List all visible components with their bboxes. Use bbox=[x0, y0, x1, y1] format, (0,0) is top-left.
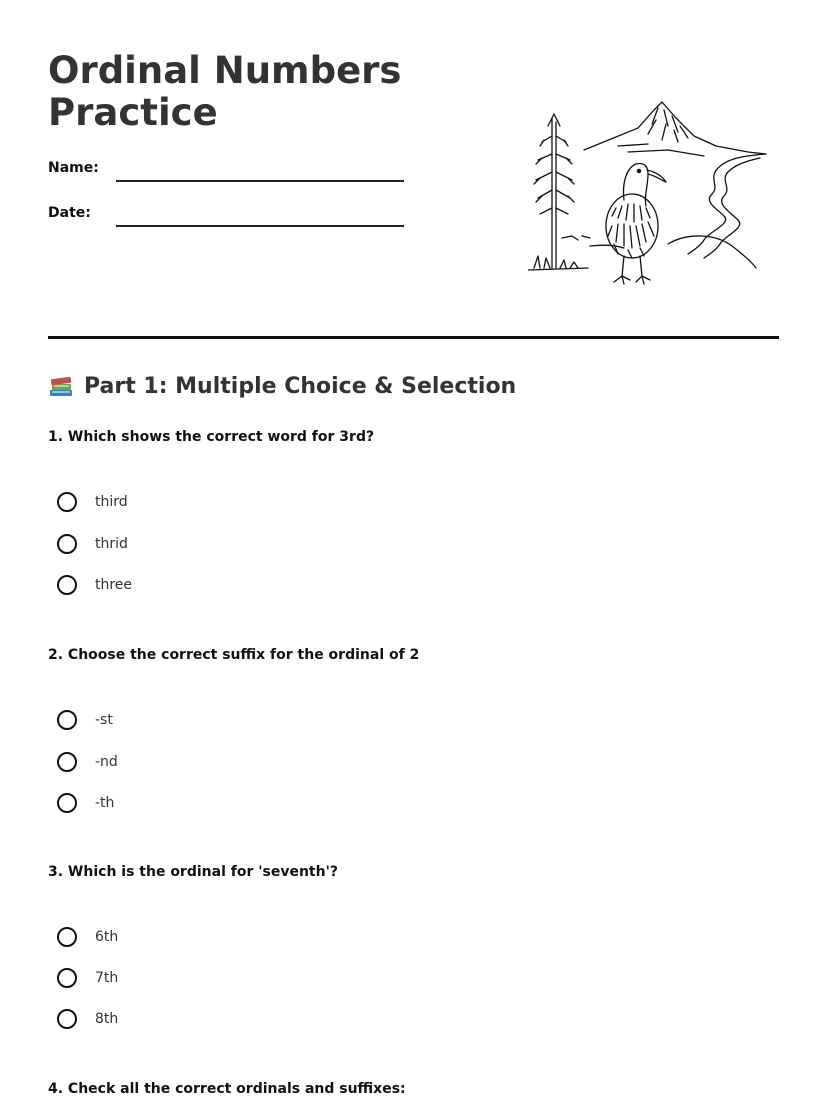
question-1: 1. Which shows the correct word for 3rd? bbox=[48, 429, 375, 445]
worksheet-title bbox=[48, 50, 401, 134]
radio-button[interactable] bbox=[57, 752, 77, 772]
kiwi-landscape-illustration bbox=[528, 96, 772, 288]
option-label: third bbox=[95, 494, 128, 510]
name-field[interactable] bbox=[116, 180, 404, 182]
option-label: -th bbox=[95, 795, 115, 811]
option-label: thrid bbox=[95, 536, 128, 552]
q3-option-3[interactable] bbox=[57, 1009, 118, 1029]
option-label: 7th bbox=[95, 970, 119, 986]
q2-option-3[interactable] bbox=[57, 793, 114, 813]
radio-button[interactable] bbox=[57, 575, 77, 595]
section-title-text: Part 1: Multiple Choice & Selection bbox=[84, 373, 517, 399]
q2-option-1[interactable] bbox=[57, 710, 113, 730]
date-field[interactable] bbox=[116, 225, 404, 227]
radio-button[interactable] bbox=[57, 492, 77, 512]
q3-option-2[interactable] bbox=[57, 968, 118, 988]
radio-button[interactable] bbox=[57, 534, 77, 554]
q3-option-1[interactable] bbox=[57, 927, 118, 947]
q1-option-2[interactable] bbox=[57, 534, 128, 554]
option-label: -nd bbox=[95, 754, 118, 770]
title-line-2: Practice bbox=[48, 91, 218, 134]
name-label: Name: bbox=[48, 160, 99, 176]
date-label: Date: bbox=[48, 205, 91, 221]
q1-option-3[interactable] bbox=[57, 575, 132, 595]
title-line-1: Ordinal Numbers bbox=[48, 49, 402, 92]
radio-button[interactable] bbox=[57, 793, 77, 813]
radio-button[interactable] bbox=[57, 710, 77, 730]
radio-button[interactable] bbox=[57, 968, 77, 988]
header-divider bbox=[48, 336, 779, 339]
q1-option-1[interactable] bbox=[57, 492, 128, 512]
section-title bbox=[48, 373, 516, 399]
question-2: 2. Choose the correct suffix for the ordinal of 2 bbox=[48, 647, 420, 663]
radio-button[interactable] bbox=[57, 1009, 77, 1029]
option-label: -st bbox=[95, 712, 113, 728]
question-4: 4. Check all the correct ordinals and suffixes: bbox=[48, 1081, 406, 1097]
option-label: three bbox=[95, 577, 133, 593]
option-label: 8th bbox=[95, 1011, 119, 1027]
question-3: 3. Which is the ordinal for 'seventh'? bbox=[48, 864, 339, 880]
q2-option-2[interactable] bbox=[57, 752, 118, 772]
option-label: 6th bbox=[95, 929, 119, 945]
books-icon bbox=[48, 373, 74, 399]
radio-button[interactable] bbox=[57, 927, 77, 947]
